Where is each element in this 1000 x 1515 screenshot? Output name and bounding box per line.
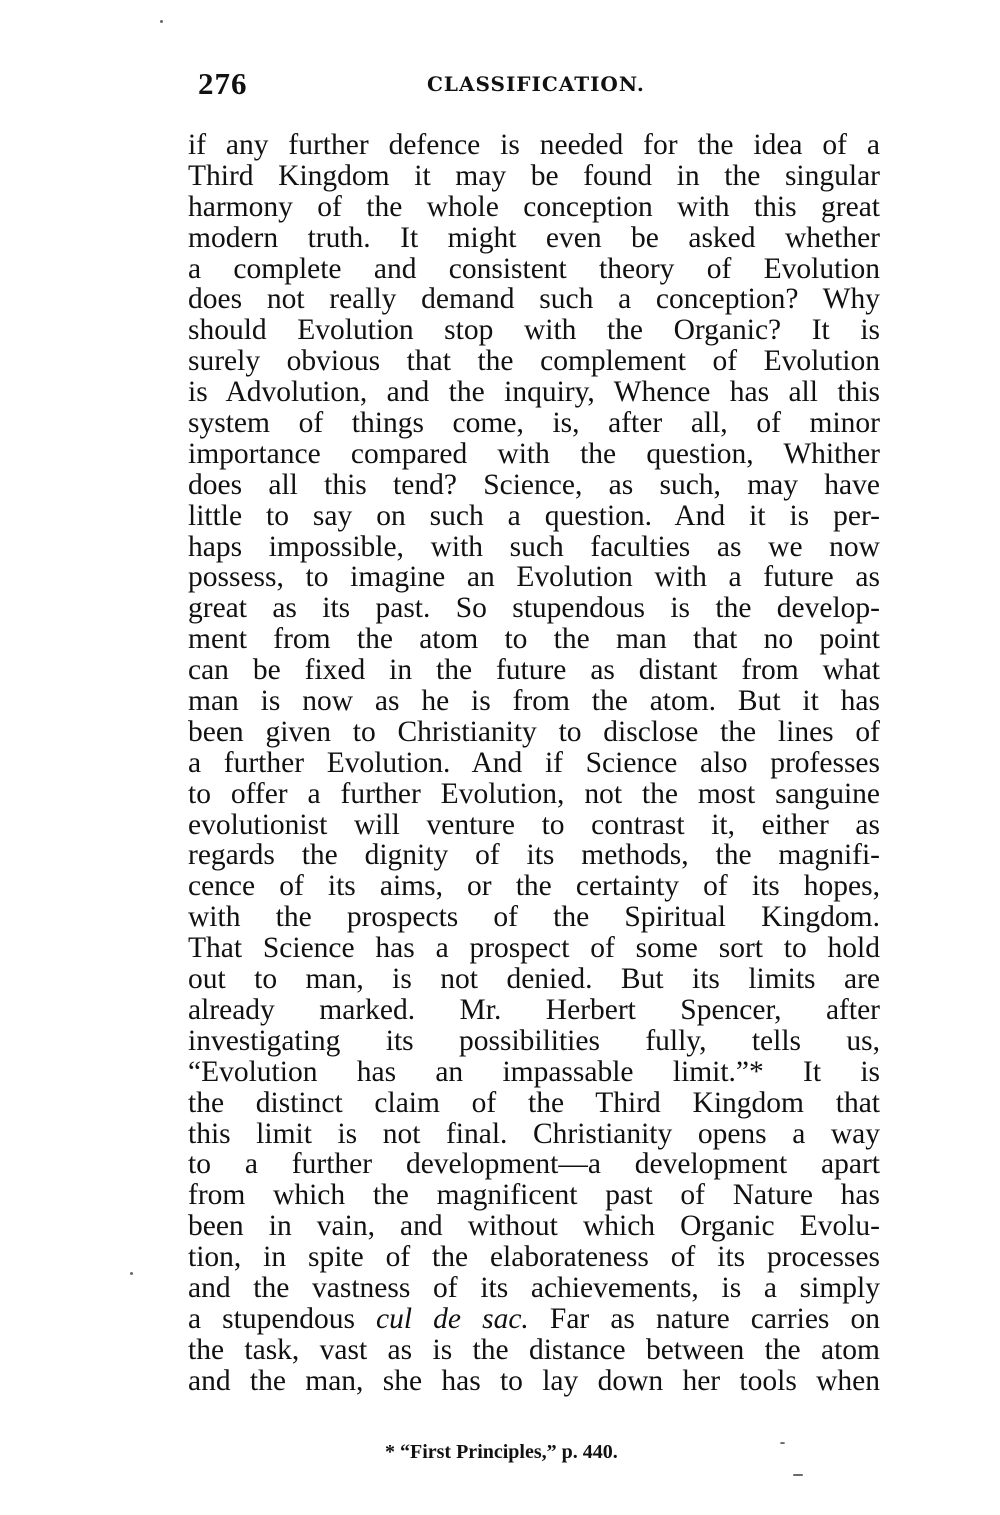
text-line: been in vain, and without which Organic Evolu- [188,1210,880,1243]
text-line: does not really demand such a conception? Why [188,283,880,316]
body-paragraph [188,130,880,1397]
text-line: this limit is not final. Christianity opens a way [188,1117,880,1150]
text-line: possess, to imagine an Evolution with a future as [188,561,880,594]
print-speck [160,20,163,23]
text-line: out to man, is not denied. But its limits are [188,963,880,996]
text-line: man is now as he is from the atom. But it has [188,685,880,718]
running-head [190,64,890,104]
text-line: and the vastness of its achievements, is a simply [188,1271,880,1304]
text-line: little to say on such a question. And it is per- [188,499,880,532]
text-line: harmony of the whole conception with this great [188,190,880,223]
text-line: surely obvious that the complement of Evolution [188,345,880,378]
text-line: with the prospects of the Spiritual Kingdom. [188,901,880,934]
text-line-with-italic [188,1304,880,1335]
text-line: to a further development—a development apart [188,1148,880,1181]
text-line: importance compared with the question, Whither [188,437,880,470]
text-line: the distinct claim of the Third Kingdom that [188,1086,880,1119]
text-line: already marked. Mr. Herbert Spencer, after [188,993,880,1026]
text-line: been given to Christianity to disclose the lines of [188,715,880,748]
text-line: That Science has a prospect of some sort to hold [188,932,880,965]
text-line: Third Kingdom it may be found in the singular [188,159,880,192]
text-line: to offer a further Evolution, not the most sanguine [188,777,880,810]
running-title: CLASSIFICATION. [427,72,645,96]
text-line: haps impossible, with such faculties as we now [188,530,880,563]
text-line: “Evolution has an impassable limit.”* It is [188,1055,880,1088]
text-line: investigating its possibilities fully, tells us, [188,1024,880,1057]
text-line: from which the magnificent past of Nature has [188,1179,880,1212]
text-line: is Advolution, and the inquiry, Whence has all this [188,376,880,409]
text-line: evolutionist will venture to contrast it, either as [188,808,880,841]
text-line: if any further defence is needed for the idea of a [188,129,880,161]
print-speck [780,1442,785,1444]
text-line: the task, vast as is the distance between the atom [188,1333,880,1366]
text-line: cence of its aims, or the certainty of its hopes, [188,870,880,903]
text-line: modern truth. It might even be asked whether [188,221,880,254]
page-number: 276 [198,66,248,101]
text-line: can be fixed in the future as distant from what [188,654,880,687]
print-speck [793,1474,803,1476]
text-line: does all this tend? Science, as such, may have [188,468,880,501]
text-line: should Evolution stop with the Organic? It is [188,314,880,347]
italic-phrase: cul de sac. [376,1302,529,1335]
footnote: * “First Principles,” p. 440. [385,1441,618,1463]
text-line: great as its past. So stupendous is the develop- [188,592,880,625]
print-speck [130,1272,133,1275]
text-fragment: a stupendous [188,1302,377,1335]
text-fragment: Far as nature carries on [528,1302,880,1335]
text-line: system of things come, is, after all, of minor [188,407,880,440]
text-line: regards the dignity of its methods, the magnifi- [188,839,880,872]
text-line: a further Evolution. And if Science also professes [188,746,880,779]
text-line: ment from the atom to the man that no point [188,623,880,656]
text-line: a complete and consistent theory of Evolution [188,252,880,285]
text-line: and the man, she has to lay down her tools when [188,1364,880,1397]
text-line: tion, in spite of the elaborateness of its processes [188,1241,880,1274]
